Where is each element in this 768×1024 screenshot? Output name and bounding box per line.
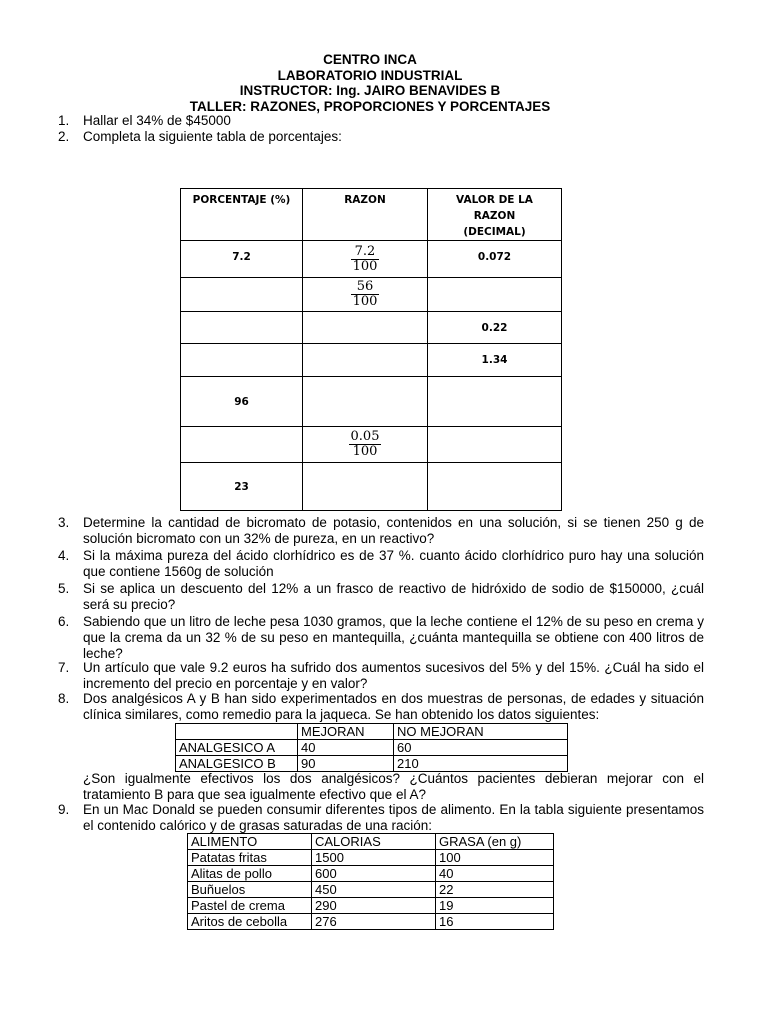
table-row bbox=[176, 740, 568, 756]
column-header-mejoran: MEJORAN bbox=[298, 724, 394, 740]
decimal-cell bbox=[428, 427, 562, 463]
decimal-cell: 0.22 bbox=[428, 312, 562, 344]
question-2 bbox=[58, 129, 704, 145]
question-8 bbox=[58, 691, 704, 723]
table-row bbox=[176, 756, 568, 772]
decimal-cell: 0.072 bbox=[428, 241, 562, 278]
table-cell: 450 bbox=[312, 882, 436, 898]
column-header-no-mejoran: NO MEJORAN bbox=[394, 724, 568, 740]
ratio-cell bbox=[303, 278, 428, 312]
table-cell: ANALGESICO B bbox=[176, 756, 298, 772]
question-number: 3. bbox=[58, 515, 70, 530]
question-text: Un artículo que vale 9.2 euros ha sufrido dos aumentos sucesivos del 5% y del 15%. ¿Cuál ha sido el incremento del precio en porcentaje y en valor? bbox=[83, 660, 704, 691]
table-header-row bbox=[176, 724, 568, 740]
table-row bbox=[181, 344, 562, 377]
table-cell: 276 bbox=[312, 914, 436, 930]
table-cell: ANALGESICO A bbox=[176, 740, 298, 756]
question-text: En un Mac Donald se pueden consumir diferentes tipos de alimento. En la tabla siguiente presentamos el contenido calórico y de grasas saturadas de una ración: bbox=[83, 802, 704, 833]
question-number: 6. bbox=[58, 614, 70, 629]
header-lab: LABORATORIO INDUSTRIAL bbox=[277, 67, 463, 83]
header-instructor: INSTRUCTOR: Ing. JAIRO BENAVIDES B bbox=[239, 83, 501, 98]
table-cell: 90 bbox=[298, 756, 394, 772]
ratio-cell bbox=[303, 463, 428, 511]
column-header-razon: RAZON bbox=[303, 189, 428, 241]
question-text: Determine la cantidad de bicromato de potasio, contenidos en una solución, si se tienen 250 g de solución bicromato con un 32% de pureza, en un reactivo? bbox=[83, 515, 704, 546]
fraction-numerator: 0.05 bbox=[350, 429, 380, 444]
ratio-fraction bbox=[351, 245, 380, 274]
question-text: Si se aplica un descuento del 12% a un frasco de reactivo de hidróxido de sodio de $150000, ¿cuál será su precio? bbox=[83, 581, 704, 612]
document-header bbox=[0, 52, 740, 114]
question-6 bbox=[58, 614, 704, 662]
ratio-cell bbox=[303, 312, 428, 344]
fraction-numerator: 7.2 bbox=[354, 243, 376, 259]
fraction-numerator: 56 bbox=[356, 279, 374, 294]
column-header-percentage: PORCENTAJE (%) bbox=[181, 189, 303, 241]
percentage-table bbox=[180, 188, 562, 511]
question-number: 4. bbox=[58, 548, 70, 563]
table-header-row bbox=[188, 834, 554, 850]
table-cell: 1500 bbox=[312, 850, 436, 866]
table-row bbox=[181, 463, 562, 511]
question-4 bbox=[58, 548, 704, 580]
decimal-cell bbox=[428, 278, 562, 312]
table-row bbox=[188, 866, 554, 882]
table-row bbox=[181, 241, 562, 278]
fraction-denominator: 100 bbox=[352, 258, 378, 274]
table-row bbox=[188, 914, 554, 930]
question-number: 5. bbox=[58, 581, 70, 596]
question-text: Dos analgésicos A y B han sido experimentados en dos muestras de personas, de edades y situación clínica similares, como remedio para la jaqueca. Se han obtenido los datos siguientes: bbox=[83, 691, 704, 722]
question-9 bbox=[58, 802, 704, 834]
fraction-denominator: 100 bbox=[349, 444, 382, 459]
column-header-alimento: ALIMENTO bbox=[188, 834, 312, 850]
analgesic-table bbox=[175, 723, 568, 772]
table-cell: 600 bbox=[312, 866, 436, 882]
column-header-decimal: VALOR DE LA RAZON (DECIMAL) bbox=[428, 189, 562, 241]
header-title: TALLER: RAZONES, PROPORCIONES Y PORCENTAJES bbox=[189, 98, 551, 114]
food-table bbox=[187, 833, 554, 930]
question-text: ¿Son igualmente efectivos los dos analgésicos? ¿Cuántos pacientes debieran mejorar con el tratamiento B para que sea igualmente efectivo que el A? bbox=[83, 771, 704, 802]
table-row bbox=[181, 427, 562, 463]
question-5 bbox=[58, 581, 704, 613]
table-cell: 40 bbox=[436, 866, 554, 882]
table-row bbox=[181, 377, 562, 427]
question-number: 9. bbox=[58, 802, 70, 817]
table-cell: 22 bbox=[436, 882, 554, 898]
ratio-fraction bbox=[349, 430, 382, 459]
table-row bbox=[181, 278, 562, 312]
question-7 bbox=[58, 660, 704, 692]
ratio-cell bbox=[303, 344, 428, 377]
decimal-cell bbox=[428, 463, 562, 511]
table-cell: Pastel de crema bbox=[188, 898, 312, 914]
percentage-cell bbox=[181, 312, 303, 344]
ratio-cell bbox=[303, 427, 428, 463]
ratio-cell bbox=[303, 377, 428, 427]
column-header-grasa: GRASA (en g) bbox=[436, 834, 554, 850]
table-row bbox=[188, 898, 554, 914]
question-text: Hallar el 34% de $45000 bbox=[83, 113, 231, 128]
decimal-cell: 1.34 bbox=[428, 344, 562, 377]
percentage-cell: 96 bbox=[181, 377, 303, 427]
question-number: 7. bbox=[58, 660, 70, 675]
table-cell: Aritos de cebolla bbox=[188, 914, 312, 930]
table-cell: Patatas fritas bbox=[188, 850, 312, 866]
table-cell: 290 bbox=[312, 898, 436, 914]
table-cell: 16 bbox=[436, 914, 554, 930]
question-1 bbox=[58, 113, 704, 129]
table-row bbox=[181, 312, 562, 344]
fraction-denominator: 100 bbox=[352, 294, 378, 309]
question-text: Sabiendo que un litro de leche pesa 1030 gramos, que la leche contiene el 12% de su peso en crema y que la crema da un 32 % de su peso en mantequilla, ¿cuánta mantequilla se obtiene con 400 litros de leche? bbox=[83, 614, 704, 661]
table-row bbox=[188, 882, 554, 898]
table-header-row bbox=[181, 189, 562, 241]
question-8-followup bbox=[58, 771, 704, 803]
question-3 bbox=[58, 515, 704, 547]
question-text: Completa la siguiente tabla de porcentajes: bbox=[83, 129, 342, 144]
question-number: 2. bbox=[58, 129, 70, 144]
column-header-calorias: CALORIAS bbox=[312, 834, 436, 850]
table-row bbox=[188, 850, 554, 866]
ratio-fraction bbox=[351, 280, 380, 309]
table-cell: Buñuelos bbox=[188, 882, 312, 898]
percentage-cell bbox=[181, 344, 303, 377]
table-cell: 100 bbox=[436, 850, 554, 866]
table-cell: Alitas de pollo bbox=[188, 866, 312, 882]
question-number: 8. bbox=[58, 691, 70, 706]
ratio-cell bbox=[303, 241, 428, 278]
percentage-cell: 23 bbox=[181, 463, 303, 511]
table-cell: 210 bbox=[394, 756, 568, 772]
percentage-cell: 7.2 bbox=[181, 241, 303, 278]
column-header-blank bbox=[176, 724, 298, 740]
header-institution: CENTRO INCA bbox=[323, 52, 417, 67]
percentage-cell bbox=[181, 427, 303, 463]
decimal-cell bbox=[428, 377, 562, 427]
percentage-cell bbox=[181, 278, 303, 312]
question-number: 1. bbox=[58, 113, 70, 128]
question-text: Si la máxima pureza del ácido clorhídrico es de 37 %. cuanto ácido clorhídrico puro hay una solución que contiene 1560g de solución bbox=[83, 548, 704, 579]
table-cell: 60 bbox=[394, 740, 568, 756]
table-cell: 19 bbox=[436, 898, 554, 914]
table-cell: 40 bbox=[298, 740, 394, 756]
